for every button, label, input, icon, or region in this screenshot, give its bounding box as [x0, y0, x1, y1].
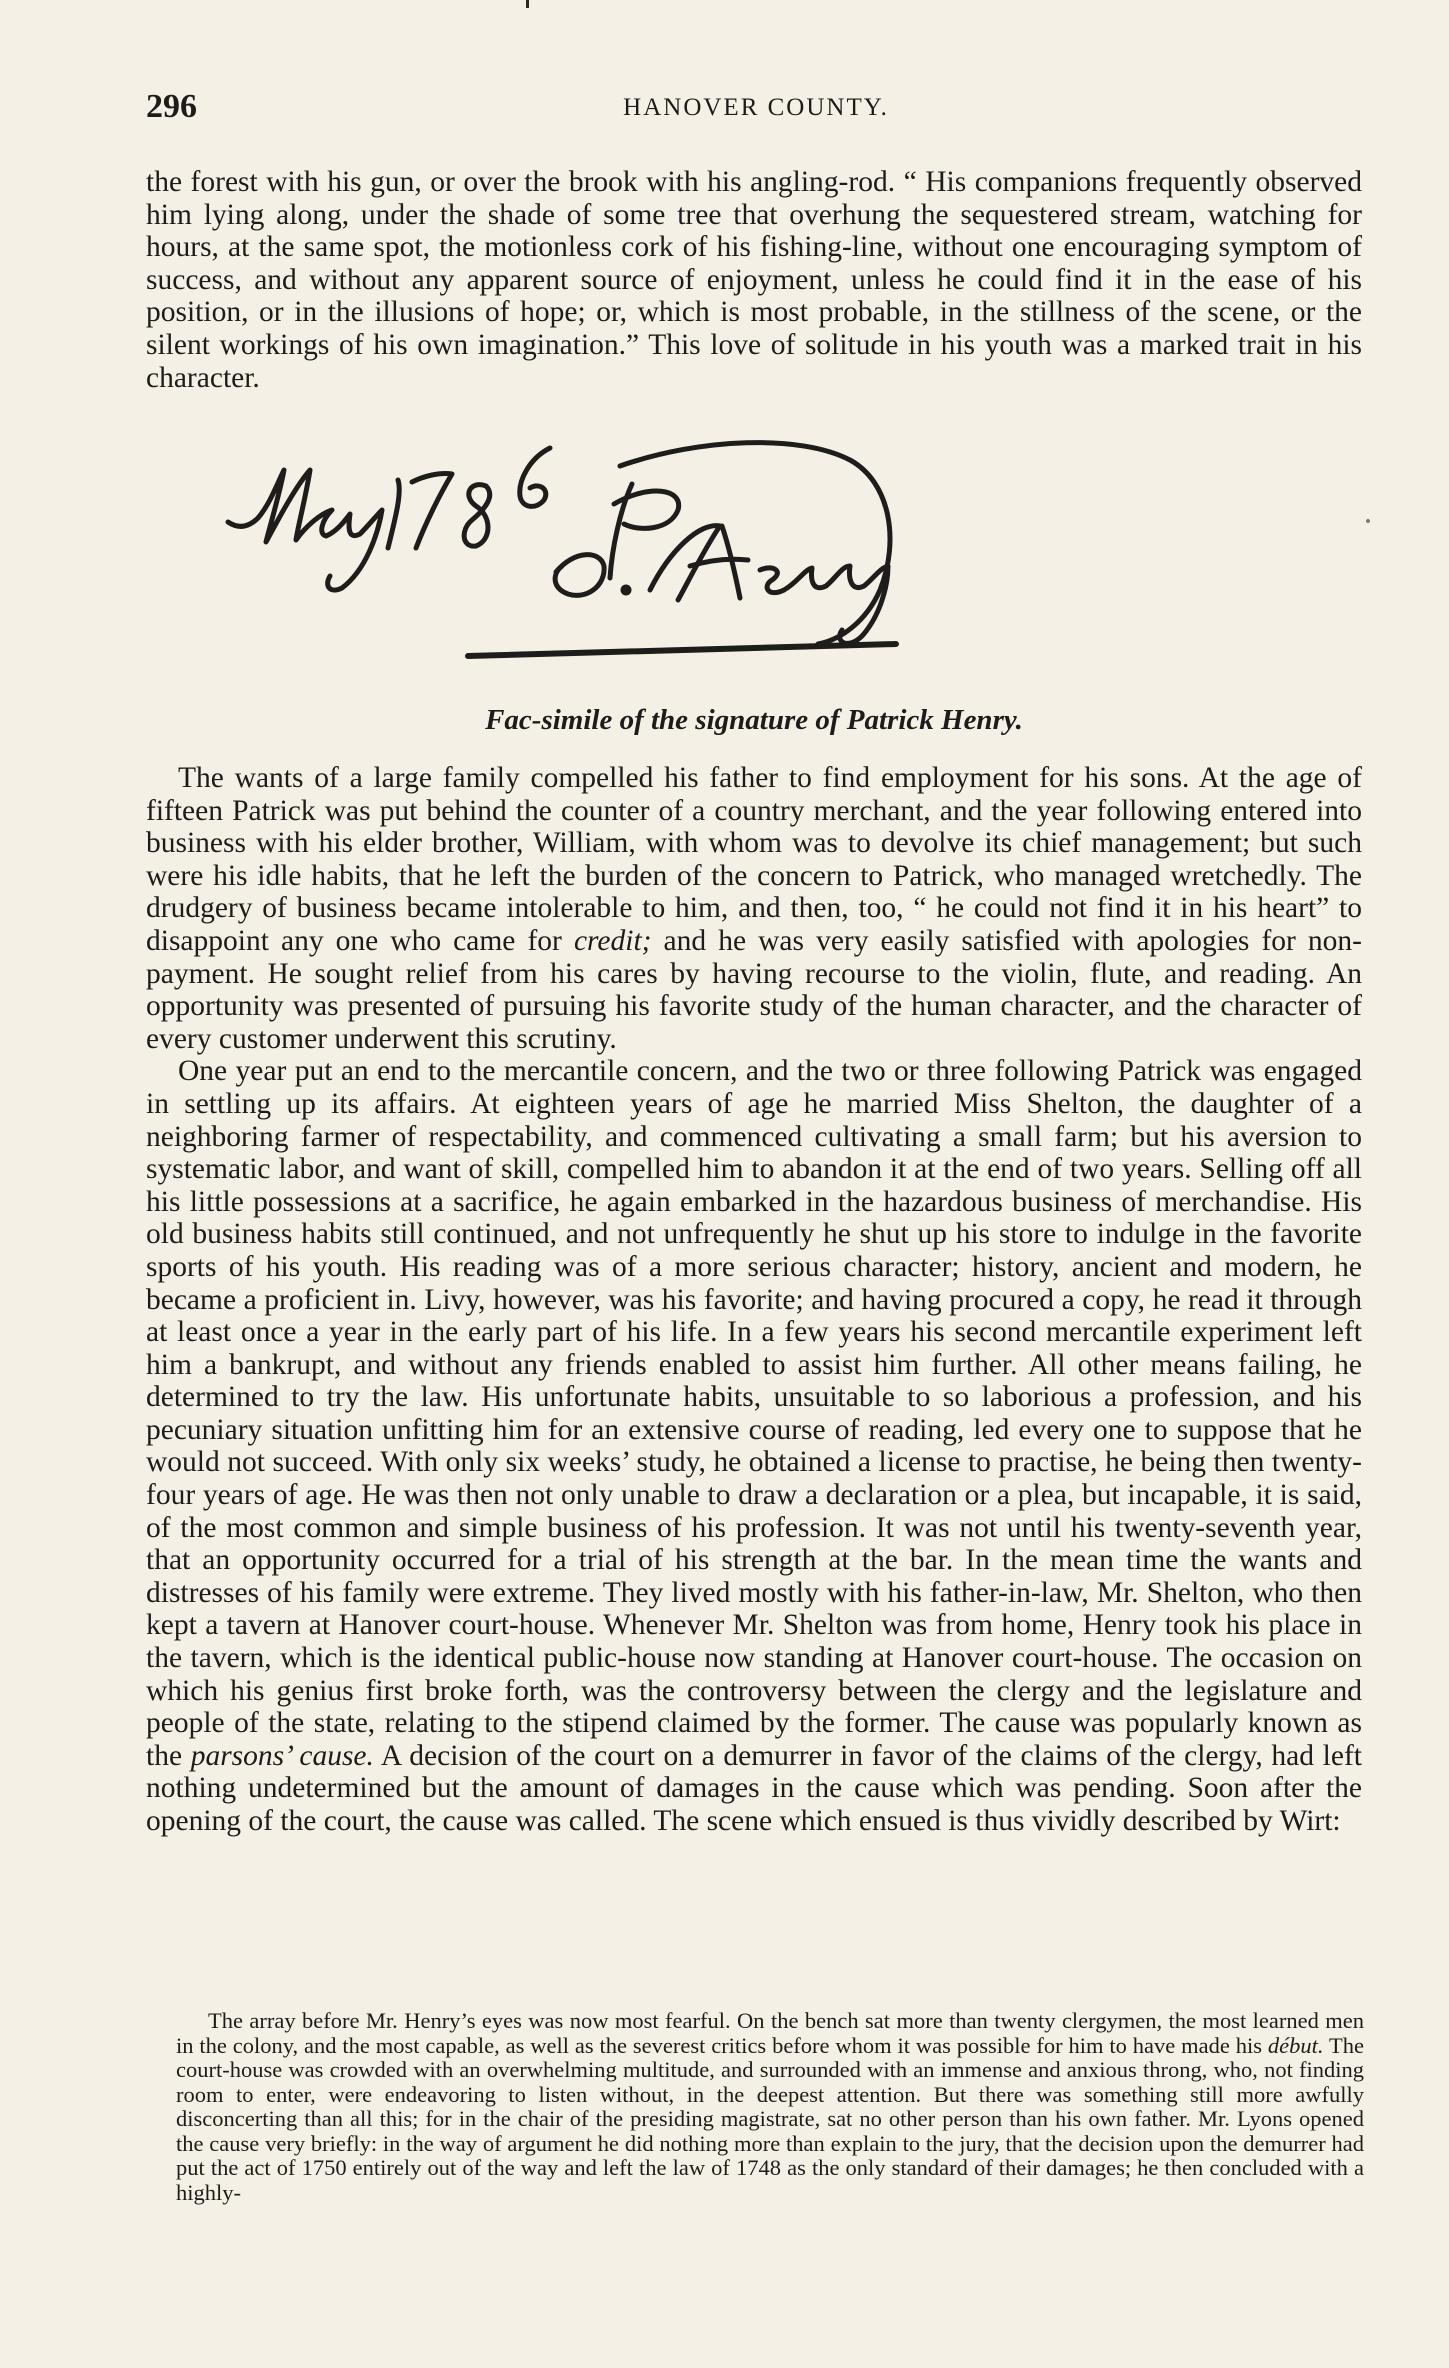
main-text	[146, 762, 1362, 1838]
debut-emphasis: début.	[1267, 2032, 1324, 2058]
paragraph-career-part2: A decision of the court on a demurrer in favor of the claims of the clergy, had left nothing undetermined but the amount of damages in the cause which was pending. Soon after the opening of the court, the cause was called. The scene which ensued is thus vividly described by Wirt:	[146, 1739, 1362, 1837]
signature-caption: Fac-simile of the signature of Patrick Henry.	[485, 704, 1023, 736]
page-number: 296	[146, 88, 197, 125]
parsons-cause-emphasis: parsons’ cause.	[190, 1739, 374, 1772]
wirt-quotation	[176, 2009, 1364, 2205]
paragraph-career	[146, 1055, 1362, 1837]
running-head: HANOVER COUNTY.	[623, 94, 889, 121]
signature-facsimile	[200, 430, 1300, 690]
paragraph-employment-part2: and he was very easily satisfied with apologies for non-payment. He sought relief from his cares by having recourse to the violin, flute, and reading. An opportunity was presented of pursuing his favorite study of the human character, and the character of every customer underwent this scrutiny.	[146, 924, 1362, 1055]
binding-mark	[526, 0, 529, 8]
top-paragraph	[146, 166, 1362, 394]
paragraph-employment	[146, 762, 1362, 1055]
top-paragraph-text: the forest with his gun, or over the brook with his angling-rod. “ His companions frequently observed him lying along, under the shade of some tree that overhung the sequestered stream, watching for hours, at the same spot, the motionless cork of his fishing-line, without one encouraging symptom of success, and without any apparent source of enjoyment, unless he could find it in the ease of his position, or in the illusions of hope; or, which is most probable, in the stillness of the scene, or the silent workings of his own imagination.” This love of solitude in his youth was a marked trait in his character.	[146, 166, 1362, 394]
signature-handwriting-image	[200, 430, 1300, 690]
credit-emphasis: credit;	[573, 924, 652, 957]
page-header	[146, 88, 1366, 128]
paragraph-employment-part1: The wants of a large family compelled his father to find employment for his sons. At the age of fifteen Patrick was put behind the counter of a country merchant, and the year following entered into business with his elder brother, William, with whom was to devolve its chief management; but such were his idle habits, that he left the burden of the concern to Patrick, who managed wretchedly. The drudgery of business became intolerable to him, and then, too, “ he could not find it in his heart” to disappoint any one who came for	[146, 762, 1362, 957]
page-speck	[1366, 519, 1370, 523]
paragraph-career-part1: One year put an end to the mercantile concern, and the two or three following Patrick was engaged in settling up its affairs. At eighteen years of age he married Miss Shelton, the daughter of a neighboring farmer of respectability, and commenced cultivating a small farm; but his aversion to systematic labor, and want of skill, compelled him to abandon it at the end of two years. Selling off all his little possessions at a sacrifice, he again embarked in the hazardous business of merchandise. His old business habits still continued, and not unfrequently he shut up his store to indulge in the favorite sports of his youth. His reading was of a more serious character; history, ancient and modern, he became a proficient in. Livy, however, was his favorite; and having procured a copy, he read it through at least once a year in the early part of his life. In a few years his second mercantile experiment left him a bankrupt, and without any friends enabled to assist him further. All other means failing, he determined to try the law. His unfortunate habits, unsuitable to so laborious a profession, and his pecuniary situation unfitting him for an extensive course of reading, led every one to suppose that he would not succeed. With only six weeks’ study, he obtained a license to practise, he being then twenty-four years of age. He was then not only unable to draw a declaration or a plea, but incapable, it is said, of the most common and simple business of his profession. It was not until his twenty-seventh year, that an opportunity occurred for a trial of his strength at the bar. In the mean time the wants and distresses of his family were extreme. They lived mostly with his father-in-law, Mr. Shelton, who then kept a tavern at Hanover court-house. Whenever Mr. Shelton was from home, Henry took his place in the tavern, which is the identical public-house now standing at Hanover court-house. The occasion on which his genius first broke forth, was the controversy between the clergy and the legislature and people of the state, relating to the stipend claimed by the former. The cause was popularly known as the	[146, 1055, 1362, 1772]
quotation-part1: The array before Mr. Henry’s eyes was now most fearful. On the bench sat more than twenty clergymen, the most learned men in the colony, and the most capable, as well as the severest critics before whom it was possible for him to have made his	[176, 2008, 1364, 2058]
quotation-part2: The court-house was crowded with an overwhelming multitude, and surrounded with an immense and anxious throng, who, not finding room to enter, were endeavoring to listen without, in the deepest attention. But there was something still more awfully disconcerting than all this; for in the chair of the presiding magistrate, sat no other person than his own father. Mr. Lyons opened the cause very briefly: in the way of argument he did nothing more than explain to the jury, that the decision upon the demurrer had put the act of 1750 entirely out of the way and left the law of 1748 as the only standard of their damages; he then concluded with a highly-	[176, 2032, 1365, 2205]
quotation-text	[176, 2009, 1364, 2205]
